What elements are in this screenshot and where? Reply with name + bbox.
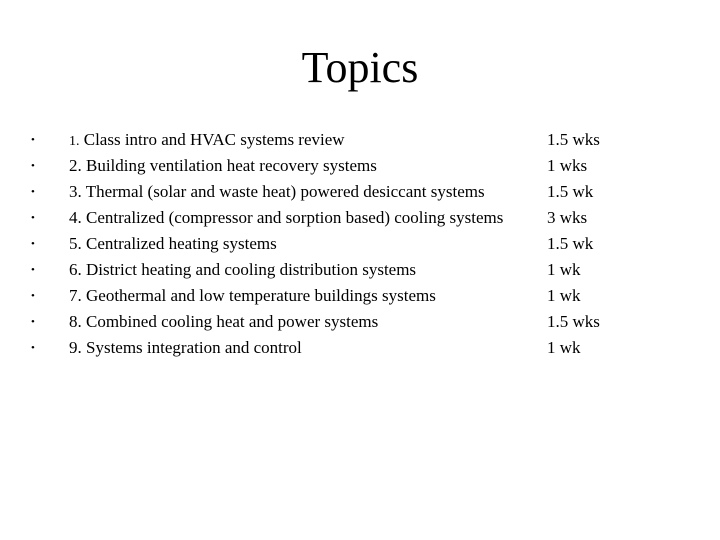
topic-duration: 1.5 wks xyxy=(547,312,600,331)
bullet-icon: • xyxy=(31,264,35,276)
bullet-icon: • xyxy=(31,212,35,224)
bullet-icon: • xyxy=(31,134,35,146)
topic-number: 5. xyxy=(69,234,82,253)
topic-duration: 1.5 wks xyxy=(547,130,600,149)
topic-list xyxy=(0,127,720,361)
topic-row xyxy=(0,231,720,257)
topic-number: 1. xyxy=(69,134,80,149)
topic-label: Thermal (solar and waste heat) powered desiccant systems xyxy=(85,182,485,201)
topic-text xyxy=(69,205,503,231)
topic-label: Combined cooling heat and power systems xyxy=(86,312,379,331)
topic-text xyxy=(69,231,277,257)
topic-number: 9. xyxy=(69,338,82,357)
topic-number: 2. xyxy=(69,156,82,175)
bullet-icon: • xyxy=(31,342,35,354)
topic-row xyxy=(0,153,720,179)
topic-row xyxy=(0,335,720,361)
topic-row xyxy=(0,283,720,309)
topic-label: Centralized heating systems xyxy=(86,234,277,253)
topic-number: 6. xyxy=(69,260,82,279)
topic-duration: 3 wks xyxy=(547,208,588,227)
topic-text xyxy=(69,309,378,335)
bullet-icon: • xyxy=(31,290,35,302)
topic-row xyxy=(0,205,720,231)
topic-text xyxy=(69,153,377,179)
topic-number: 8. xyxy=(69,312,82,331)
topic-text xyxy=(69,127,345,155)
topic-row xyxy=(0,179,720,205)
topic-number: 3. xyxy=(69,182,82,201)
topic-label: Building ventilation heat recovery systems xyxy=(86,156,377,175)
topic-duration: 1 wks xyxy=(547,156,588,175)
topic-label: Class intro and HVAC systems review xyxy=(83,130,345,149)
topic-row xyxy=(0,127,720,153)
topic-duration: 1 wk xyxy=(547,260,581,279)
slide-title: Topics xyxy=(301,43,419,92)
topic-label: Centralized (compressor and sorption based) cooling systems xyxy=(86,208,504,227)
bullet-icon: • xyxy=(31,160,35,172)
topic-label: Geothermal and low temperature buildings systems xyxy=(86,286,436,305)
topic-text xyxy=(69,283,436,309)
topic-text xyxy=(69,179,485,205)
bullet-icon: • xyxy=(31,316,35,328)
topic-duration: 1 wk xyxy=(547,286,581,305)
topic-text xyxy=(69,257,416,283)
bullet-icon: • xyxy=(31,186,35,198)
topic-duration: 1 wk xyxy=(547,338,581,357)
topic-duration: 1.5 wk xyxy=(547,182,594,201)
topic-number: 4. xyxy=(69,208,82,227)
topic-label: Systems integration and control xyxy=(86,338,302,357)
topic-duration: 1.5 wk xyxy=(547,234,594,253)
topic-label: District heating and cooling distribution systems xyxy=(86,260,417,279)
topic-text xyxy=(69,335,302,361)
topic-number: 7. xyxy=(69,286,82,305)
bullet-icon: • xyxy=(31,238,35,250)
topic-row xyxy=(0,309,720,335)
topic-row xyxy=(0,257,720,283)
